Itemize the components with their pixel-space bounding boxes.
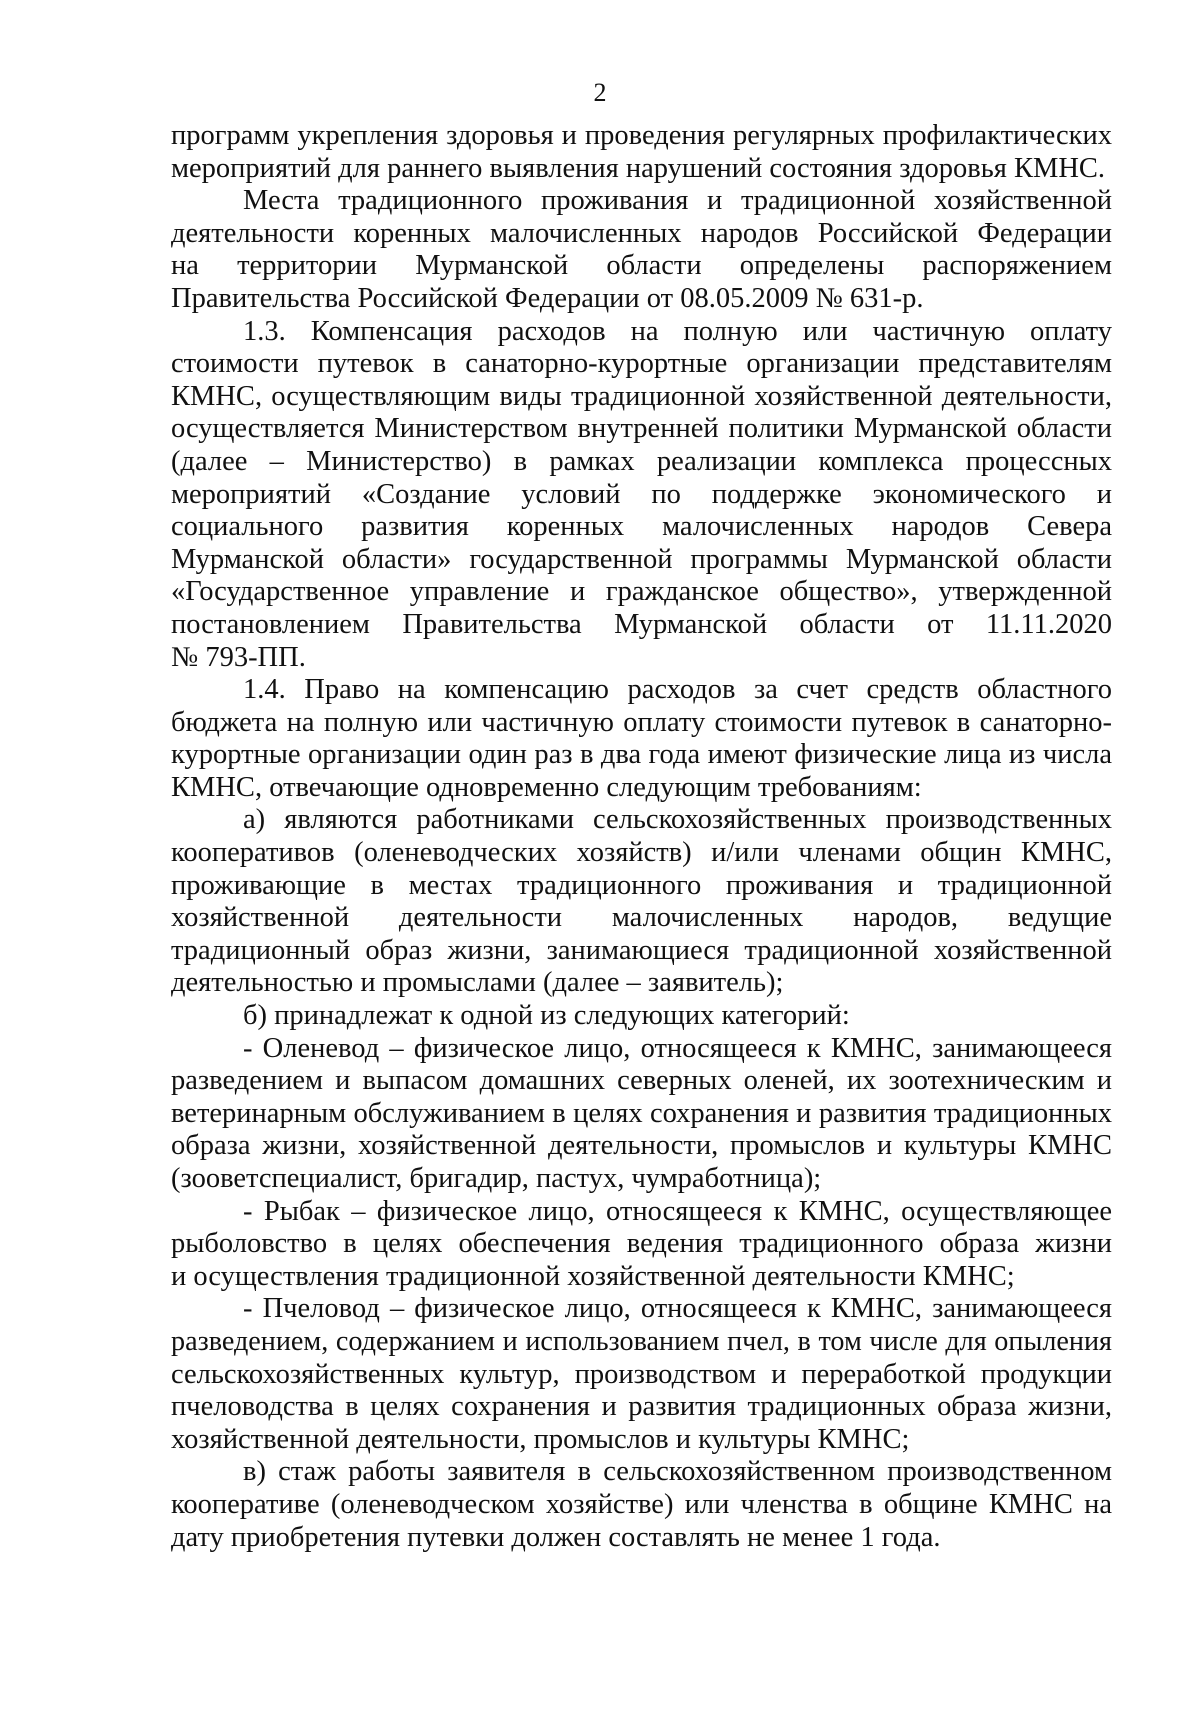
text-line: Мурманской области» государственной программы Мурманской области: [171, 543, 1112, 575]
text-line: образа жизни, хозяйственной деятельности, промыслов и культуры КМНС: [171, 1130, 1112, 1162]
text-line: а) являются работниками сельскохозяйственных производственных: [243, 804, 1112, 836]
text-line: дату приобретения путевки должен составлять не менее 1 года.: [171, 1521, 941, 1553]
text-line: хозяйственной деятельности малочисленных народов, ведущие: [171, 902, 1112, 934]
text-line: программ укрепления здоровья и проведения регулярных профилактических: [171, 120, 1112, 151]
text-line: хозяйственной деятельности, промыслов и культуры КМНС;: [171, 1423, 910, 1455]
text-line: (далее – Министерство) в рамках реализации комплекса процессных: [171, 445, 1112, 477]
text-line: рыболовство в целях обеспечения ведения традиционного образа жизни: [171, 1228, 1112, 1260]
text-line: Места традиционного проживания и традиционной хозяйственной: [243, 185, 1112, 217]
text-line: постановлением Правительства Мурманской области от 11.11.2020: [171, 608, 1112, 640]
text-line: деятельности коренных малочисленных народов Российской Федерации: [171, 217, 1112, 249]
text-line: сельскохозяйственных культур, производством и переработкой продукции: [171, 1358, 1112, 1390]
text-line: 1.3. Компенсация расходов на полную или частичную оплату: [243, 315, 1112, 347]
text-line: кооперативе (оленеводческом хозяйстве) или членства в общине КМНС на: [171, 1488, 1112, 1520]
text-line: КМНС, осуществляющим виды традиционной хозяйственной деятельности,: [171, 380, 1112, 412]
text-line: и осуществления традиционной хозяйственной деятельности КМНС;: [171, 1260, 1015, 1292]
text-line: (зооветспециалист, бригадир, пастух, чумработница);: [171, 1163, 822, 1194]
page-number: 2: [593, 78, 607, 107]
text-line: Правительства Российской Федерации от 08.05.2009 № 631-р.: [171, 282, 924, 314]
text-line: деятельностью и промыслами (далее – заявитель);: [171, 967, 784, 999]
text-line: социального развития коренных малочисленных народов Севера: [171, 511, 1112, 543]
text-line: пчеловодства в целях сохранения и развития традиционных образа жизни,: [171, 1391, 1112, 1423]
text-line: на территории Мурманской области определены распоряжением: [171, 250, 1112, 282]
text-line: ветеринарным обслуживанием в целях сохранения и развития традиционных: [171, 1097, 1112, 1129]
text-line: в) стаж работы заявителя в сельскохозяйственном производственном: [243, 1456, 1112, 1488]
text-line: традиционный образ жизни, занимающиеся традиционной хозяйственной: [171, 934, 1112, 966]
text-line: курортные организации один раз в два года имеют физические лица из числа: [171, 739, 1112, 771]
text-line: - Рыбак – физическое лицо, относящееся к КМНС, осуществляющее: [243, 1195, 1112, 1227]
text-line: стоимости путевок в санаторно-курортные организации представителям: [171, 348, 1112, 380]
text-line: мероприятий «Создание условий по поддержке экономического и: [171, 478, 1112, 510]
text-line: «Государственное управление и гражданское общество», утвержденной: [171, 576, 1112, 608]
text-line: осуществляется Министерством внутренней политики Мурманской области: [171, 413, 1112, 445]
text-line: проживающие в местах традиционного проживания и традиционной: [171, 869, 1112, 901]
text-line: № 793-ПП.: [171, 641, 306, 673]
text-line: КМНС, отвечающие одновременно следующим требованиям:: [171, 771, 922, 803]
text-line: кооперативов (оленеводческих хозяйств) и/или членами общин КМНС,: [171, 837, 1112, 869]
text-line: разведением и выпасом домашних северных оленей, их зоотехническим и: [171, 1065, 1112, 1097]
text-line: - Оленевод – физическое лицо, относящееся к КМНС, занимающееся: [243, 1032, 1112, 1064]
text-line: разведением, содержанием и использованием пчел, в том числе для опыления: [171, 1325, 1112, 1357]
text-line: бюджета на полную или частичную оплату стоимости путевок в санаторно-: [171, 706, 1112, 738]
text-line: б) принадлежат к одной из следующих категорий:: [243, 1000, 850, 1032]
text-line: - Пчеловод – физическое лицо, относящееся к КМНС, занимающееся: [243, 1293, 1112, 1325]
text-line: 1.4. Право на компенсацию расходов за счет средств областного: [243, 674, 1112, 706]
document-body: [171, 120, 1112, 1554]
text-line: мероприятий для раннего выявления нарушений состояния здоровья КМНС.: [171, 152, 1106, 184]
